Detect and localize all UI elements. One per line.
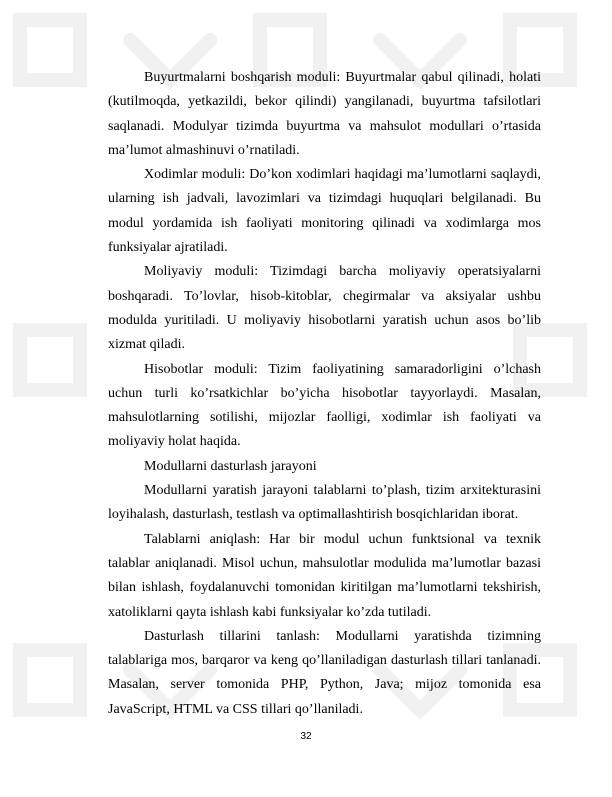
paragraph-reports-module: Hisobotlar moduli: Tizim faoliyatining samaradorligini o’lchash uchun turli ko’rsatkichlar bo’yicha hisobotlar tayyorlaydi. Masalan, mahsulotlarning sotilishi, mijozlar faolligi, xodimlar ish faoliyati va moliyaviy holat haqida. xyxy=(108,361,541,450)
paragraph-orders-module: Buyurtmalarni boshqarish moduli: Buyurtmalar qabul qilinadi, holati (kutilmoqda, yetkazildi, bekor qilindi) yangilanadi, buyurtma tafsilotlari saqlanadi. Modulyar tizimda buyurtma va mahsulot modullari o’rtasida ma’lumot almashinuvi o’rnatiladi. xyxy=(108,70,541,158)
paragraph-requirements: Talablarni aniqlash: Har bir modul uchun funktsional va texnik talablar aniqlanadi. Misol uchun, mahsulotlar modulida ma’lumotlar bazasi bilan ishlash, foydalanuvchi tomonidan kiritilgan ma’lumotlarni tekshirish, xatoliklarni qayta ishlash kabi funksiyalar ko’zda tutiladi. xyxy=(108,531,541,620)
paragraph-process-overview: Modullarni yaratish jarayoni talablarni to’plash, tizim arxitekturasini loyihalash, dasturlash, testlash va optimallashtirish bosqichlaridan iborat. xyxy=(108,483,541,523)
paragraph-finance-module: Moliyaviy moduli: Tizimdagi barcha moliyaviy operatsiyalarni boshqaradi. To’lovlar, hisob-kitoblar, chegirmalar va aksiyalar ushbu modulda yuritiladi. U moliyaviy hisobotlarni yaratish uchun asos bo’lib xizmat qiladi. xyxy=(108,264,541,353)
paragraph-languages: Dasturlash tillarini tanlash: Modullarni yaratishda tizimning talablariga mos, barqaror va keng qo’llaniladigan dasturlash tillari tanlanadi. Masalan, server tomonida PHP, Python, Java; mijoz tomonida esa JavaScript, HTML va CSS tillari qo’llaniladi. xyxy=(108,628,541,717)
page-number: 32 xyxy=(300,731,312,742)
section-heading: Modullarni dasturlash jarayoni xyxy=(144,458,317,474)
paragraph-staff-module: Xodimlar moduli: Do’kon xodimlari haqidagi ma’lumotlarni saqlaydi, ularning ish jadvali, lavozimlari va tizimdagi huquqlari belgilanadi. Bu modul yordamida ish faoliyati monitoring qilinadi va xodimlarga mos funksiyalar ajratiladi. xyxy=(108,167,541,256)
document-body xyxy=(108,66,541,722)
